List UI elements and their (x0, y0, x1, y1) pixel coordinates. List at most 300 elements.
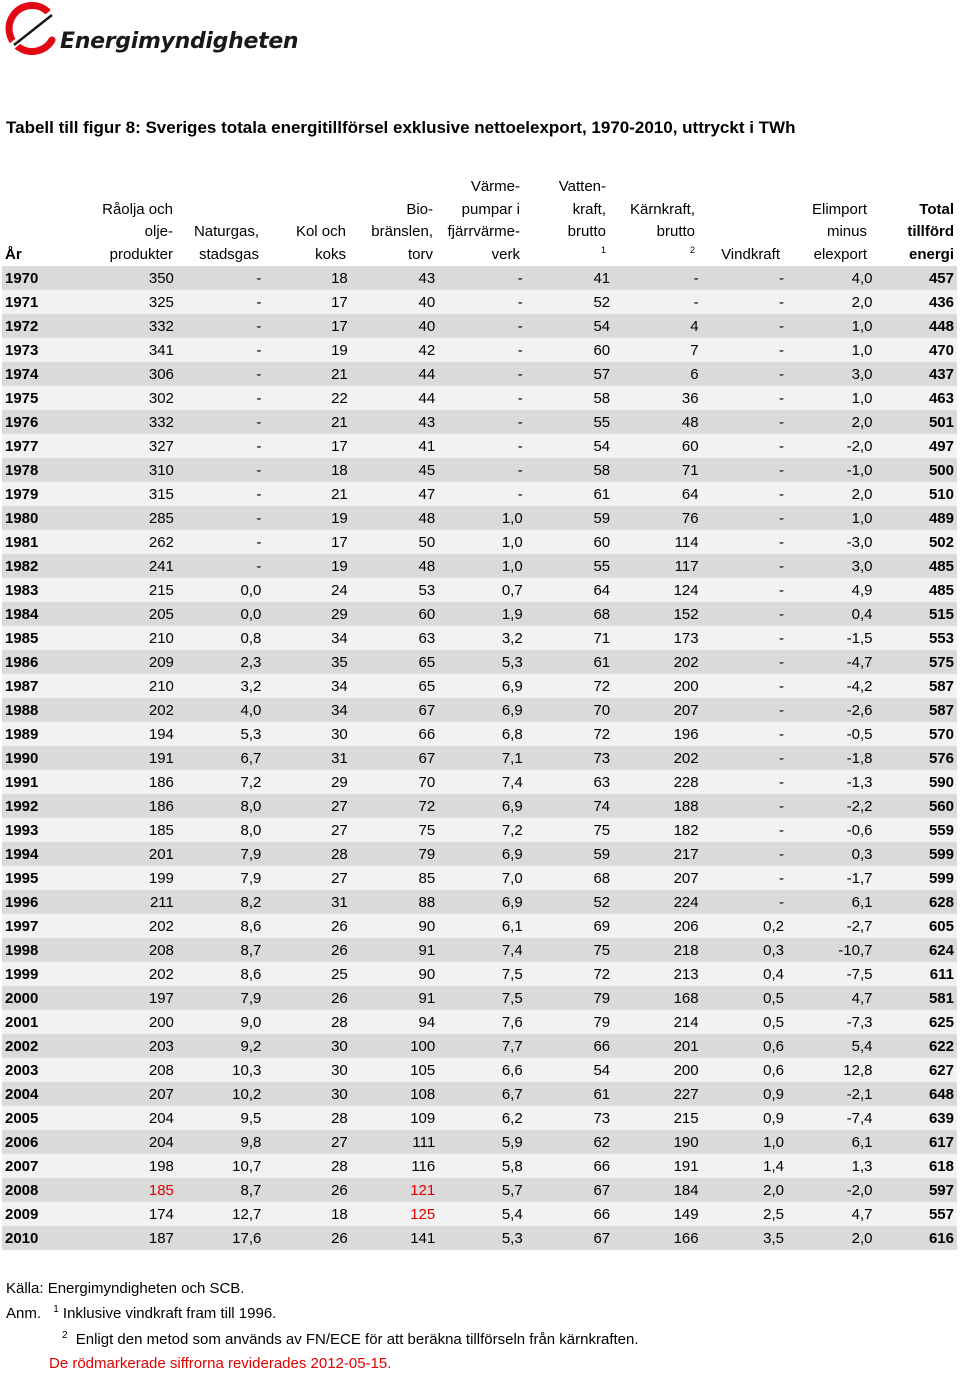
cell-year: 1978 (2, 458, 92, 482)
cell-heat-pumps: 3,2 (435, 626, 522, 650)
cell-wind: 0,4 (699, 962, 784, 986)
cell-elimport: -0,6 (784, 818, 872, 842)
cell-biofuel: 125 (348, 1202, 435, 1226)
cell-coal: 26 (261, 914, 347, 938)
cell-coal: 18 (261, 266, 347, 290)
table-row (2, 818, 957, 842)
cell-oil: 194 (92, 722, 173, 746)
cell-biofuel: 40 (348, 290, 435, 314)
cell-year: 2007 (2, 1154, 92, 1178)
cell-oil: 285 (92, 506, 173, 530)
table-row (2, 842, 957, 866)
cell-gas: - (174, 290, 261, 314)
cell-heat-pumps: 5,7 (435, 1178, 522, 1202)
cell-heat-pumps: 7,6 (435, 1010, 522, 1034)
cell-wind: - (699, 770, 784, 794)
header-wind: Vindkraft (721, 245, 780, 263)
cell-oil: 341 (92, 338, 173, 362)
cell-nuclear: 200 (610, 1058, 698, 1082)
cell-wind: 0,9 (699, 1106, 784, 1130)
cell-hydro: 71 (523, 626, 610, 650)
cell-total: 587 (872, 674, 957, 698)
cell-wind: - (699, 602, 784, 626)
footnote-2-text: Enligt den metod som används av FN/ECE för att beräkna tillförseln från kärnkraften. (75, 1331, 639, 1348)
source-note: Källa: Energimyndigheten och SCB. (6, 1280, 245, 1297)
cell-hydro: 60 (523, 530, 610, 554)
cell-year: 1973 (2, 338, 92, 362)
cell-heat-pumps: - (435, 314, 522, 338)
cell-total: 500 (872, 458, 957, 482)
cell-nuclear: 217 (610, 842, 698, 866)
cell-oil: 201 (92, 842, 173, 866)
cell-year: 1981 (2, 530, 92, 554)
cell-gas: 8,0 (174, 818, 261, 842)
cell-heat-pumps: - (435, 266, 522, 290)
cell-oil: 204 (92, 1106, 173, 1130)
cell-oil: 210 (92, 674, 173, 698)
cell-gas: - (174, 266, 261, 290)
cell-oil: 208 (92, 1058, 173, 1082)
cell-biofuel: 45 (348, 458, 435, 482)
table-row (2, 938, 957, 962)
cell-hydro: 69 (523, 914, 610, 938)
cell-biofuel: 63 (348, 626, 435, 650)
cell-elimport: 0,4 (784, 602, 872, 626)
cell-nuclear: 36 (610, 386, 698, 410)
cell-wind: - (699, 410, 784, 434)
cell-heat-pumps: 1,0 (435, 530, 522, 554)
cell-biofuel: 53 (348, 578, 435, 602)
cell-hydro: 61 (523, 482, 610, 506)
cell-wind: - (699, 698, 784, 722)
cell-total: 553 (872, 626, 957, 650)
cell-hydro: 57 (523, 362, 610, 386)
cell-oil: 204 (92, 1130, 173, 1154)
cell-total: 605 (872, 914, 957, 938)
cell-hydro: 58 (523, 458, 610, 482)
cell-year: 2004 (2, 1082, 92, 1106)
logo (2, 2, 298, 58)
cell-hydro: 67 (523, 1226, 610, 1250)
cell-oil: 202 (92, 962, 173, 986)
cell-gas: 8,6 (174, 962, 261, 986)
cell-gas: - (174, 530, 261, 554)
cell-hydro: 60 (523, 338, 610, 362)
cell-elimport: -7,5 (784, 962, 872, 986)
cell-year: 1971 (2, 290, 92, 314)
table-row (2, 290, 957, 314)
cell-heat-pumps: 6,6 (435, 1058, 522, 1082)
cell-wind: 0,6 (699, 1058, 784, 1082)
cell-year: 2010 (2, 1226, 92, 1250)
cell-gas: - (174, 338, 261, 362)
cell-gas: 8,6 (174, 914, 261, 938)
table-row (2, 338, 957, 362)
cell-total: 470 (872, 338, 957, 362)
cell-nuclear: 202 (610, 746, 698, 770)
cell-total: 559 (872, 818, 957, 842)
cell-year: 2006 (2, 1130, 92, 1154)
cell-year: 1991 (2, 770, 92, 794)
cell-nuclear: 48 (610, 410, 698, 434)
cell-hydro: 72 (523, 962, 610, 986)
cell-wind: - (699, 842, 784, 866)
table-row (2, 794, 957, 818)
cell-year: 1977 (2, 434, 92, 458)
cell-nuclear: 215 (610, 1106, 698, 1130)
cell-heat-pumps: 5,3 (435, 650, 522, 674)
cell-total: 502 (872, 530, 957, 554)
cell-gas: 12,7 (174, 1202, 261, 1226)
cell-gas: 3,2 (174, 674, 261, 698)
cell-total: 570 (872, 722, 957, 746)
cell-heat-pumps: 7,4 (435, 938, 522, 962)
cell-year: 1983 (2, 578, 92, 602)
cell-year: 1986 (2, 650, 92, 674)
cell-biofuel: 65 (348, 650, 435, 674)
cell-nuclear: 124 (610, 578, 698, 602)
cell-gas: 5,3 (174, 722, 261, 746)
cell-hydro: 58 (523, 386, 610, 410)
cell-total: 618 (872, 1154, 957, 1178)
cell-elimport: 3,0 (784, 362, 872, 386)
cell-total: 557 (872, 1202, 957, 1226)
cell-wind: - (699, 434, 784, 458)
cell-wind: 0,5 (699, 986, 784, 1010)
cell-oil: 187 (92, 1226, 173, 1250)
cell-total: 628 (872, 890, 957, 914)
cell-heat-pumps: - (435, 410, 522, 434)
table-row (2, 722, 957, 746)
cell-elimport: -1,8 (784, 746, 872, 770)
cell-heat-pumps: 7,1 (435, 746, 522, 770)
cell-hydro: 59 (523, 506, 610, 530)
cell-gas: 7,9 (174, 842, 261, 866)
cell-elimport: 2,0 (784, 410, 872, 434)
cell-wind: - (699, 650, 784, 674)
cell-hydro: 62 (523, 1130, 610, 1154)
cell-biofuel: 85 (348, 866, 435, 890)
cell-year: 1993 (2, 818, 92, 842)
cell-coal: 17 (261, 314, 347, 338)
cell-elimport: -0,5 (784, 722, 872, 746)
cell-coal: 27 (261, 1130, 347, 1154)
table-row (2, 866, 957, 890)
footnote-1-text: Inklusive vindkraft fram till 1996. (62, 1305, 277, 1322)
cell-elimport: -4,7 (784, 650, 872, 674)
cell-coal: 26 (261, 938, 347, 962)
cell-heat-pumps: 6,9 (435, 794, 522, 818)
cell-biofuel: 100 (348, 1034, 435, 1058)
table-row (2, 362, 957, 386)
cell-year: 2005 (2, 1106, 92, 1130)
cell-oil: 202 (92, 698, 173, 722)
cell-gas: 0,0 (174, 602, 261, 626)
cell-biofuel: 47 (348, 482, 435, 506)
cell-wind: 2,0 (699, 1178, 784, 1202)
table-row (2, 386, 957, 410)
cell-coal: 34 (261, 698, 347, 722)
cell-heat-pumps: 7,5 (435, 986, 522, 1010)
cell-heat-pumps: 6,9 (435, 890, 522, 914)
cell-elimport: 4,9 (784, 578, 872, 602)
cell-wind: - (699, 506, 784, 530)
cell-elimport: 2,0 (784, 482, 872, 506)
energimyndigheten-logo-icon (2, 2, 58, 58)
table-row (2, 1010, 957, 1034)
cell-oil: 197 (92, 986, 173, 1010)
cell-heat-pumps: 5,9 (435, 1130, 522, 1154)
cell-hydro: 79 (523, 1010, 610, 1034)
cell-coal: 34 (261, 626, 347, 650)
cell-gas: 17,6 (174, 1226, 261, 1250)
table-row (2, 626, 957, 650)
cell-biofuel: 75 (348, 818, 435, 842)
cell-coal: 30 (261, 1034, 347, 1058)
cell-nuclear: 206 (610, 914, 698, 938)
cell-hydro: 54 (523, 434, 610, 458)
note2-marker: 2 (689, 244, 695, 255)
cell-heat-pumps: 6,9 (435, 698, 522, 722)
cell-elimport: -2,0 (784, 1178, 872, 1202)
cell-wind: - (699, 890, 784, 914)
cell-wind: - (699, 578, 784, 602)
cell-gas: - (174, 434, 261, 458)
cell-total: 597 (872, 1178, 957, 1202)
table-row (2, 746, 957, 770)
table-row (2, 1178, 957, 1202)
cell-hydro: 61 (523, 650, 610, 674)
table-row (2, 1202, 957, 1226)
cell-heat-pumps: - (435, 290, 522, 314)
cell-gas: 7,9 (174, 866, 261, 890)
table-row (2, 890, 957, 914)
cell-elimport: -10,7 (784, 938, 872, 962)
cell-heat-pumps: - (435, 386, 522, 410)
footnote-1 (6, 1305, 276, 1322)
cell-biofuel: 105 (348, 1058, 435, 1082)
cell-oil: 350 (92, 266, 173, 290)
cell-oil: 202 (92, 914, 173, 938)
cell-year: 2003 (2, 1058, 92, 1082)
footnote-1-marker: 1 (53, 1304, 59, 1315)
header-gas: Naturgas, stadsgas (193, 223, 259, 263)
cell-oil: 185 (92, 1178, 173, 1202)
cell-elimport: 1,0 (784, 314, 872, 338)
cell-elimport: 4,7 (784, 986, 872, 1010)
cell-nuclear: 200 (610, 674, 698, 698)
cell-coal: 18 (261, 458, 347, 482)
cell-gas: 0,0 (174, 578, 261, 602)
cell-gas: 8,2 (174, 890, 261, 914)
cell-heat-pumps: 6,9 (435, 674, 522, 698)
cell-year: 1998 (2, 938, 92, 962)
cell-gas: - (174, 482, 261, 506)
cell-heat-pumps: 5,8 (435, 1154, 522, 1178)
header-coal: Kol och koks (295, 223, 346, 263)
cell-coal: 19 (261, 338, 347, 362)
cell-heat-pumps: 1,0 (435, 506, 522, 530)
cell-year: 1984 (2, 602, 92, 626)
cell-biofuel: 50 (348, 530, 435, 554)
cell-heat-pumps: 7,0 (435, 866, 522, 890)
table-row (2, 650, 957, 674)
cell-hydro: 73 (523, 746, 610, 770)
cell-nuclear: 6 (610, 362, 698, 386)
cell-nuclear: 207 (610, 698, 698, 722)
cell-oil: 211 (92, 890, 173, 914)
cell-hydro: 72 (523, 722, 610, 746)
cell-nuclear: 201 (610, 1034, 698, 1058)
cell-total: 510 (872, 482, 957, 506)
cell-wind: 0,2 (699, 914, 784, 938)
energy-supply-table (2, 266, 957, 1250)
cell-year: 1992 (2, 794, 92, 818)
cell-coal: 17 (261, 434, 347, 458)
table-row (2, 458, 957, 482)
table-row (2, 530, 957, 554)
cell-biofuel: 70 (348, 770, 435, 794)
cell-coal: 28 (261, 1010, 347, 1034)
cell-total: 624 (872, 938, 957, 962)
cell-coal: 28 (261, 842, 347, 866)
cell-elimport: -1,5 (784, 626, 872, 650)
cell-nuclear: 214 (610, 1010, 698, 1034)
cell-biofuel: 91 (348, 938, 435, 962)
cell-nuclear: 227 (610, 1082, 698, 1106)
cell-oil: 215 (92, 578, 173, 602)
cell-hydro: 74 (523, 794, 610, 818)
cell-heat-pumps: 6,7 (435, 1082, 522, 1106)
cell-heat-pumps: 5,4 (435, 1202, 522, 1226)
cell-biofuel: 88 (348, 890, 435, 914)
cell-oil: 185 (92, 818, 173, 842)
cell-hydro: 75 (523, 818, 610, 842)
cell-oil: 241 (92, 554, 173, 578)
table-row (2, 602, 957, 626)
cell-year: 2000 (2, 986, 92, 1010)
cell-total: 611 (872, 962, 957, 986)
cell-nuclear: 60 (610, 434, 698, 458)
cell-biofuel: 67 (348, 698, 435, 722)
cell-wind: - (699, 554, 784, 578)
cell-elimport: -4,2 (784, 674, 872, 698)
cell-biofuel: 109 (348, 1106, 435, 1130)
cell-wind: - (699, 482, 784, 506)
cell-heat-pumps: 1,0 (435, 554, 522, 578)
cell-wind: - (699, 746, 784, 770)
cell-hydro: 55 (523, 410, 610, 434)
cell-coal: 31 (261, 746, 347, 770)
revised-note: De rödmarkerade siffrorna reviderades 2012-05-15. (49, 1355, 392, 1372)
cell-biofuel: 116 (348, 1154, 435, 1178)
cell-hydro: 52 (523, 890, 610, 914)
cell-wind: - (699, 626, 784, 650)
cell-elimport: -2,2 (784, 794, 872, 818)
cell-coal: 25 (261, 962, 347, 986)
cell-wind: - (699, 530, 784, 554)
cell-elimport: 6,1 (784, 1130, 872, 1154)
cell-oil: 199 (92, 866, 173, 890)
cell-total: 599 (872, 842, 957, 866)
cell-heat-pumps: 0,7 (435, 578, 522, 602)
cell-hydro: 66 (523, 1154, 610, 1178)
cell-biofuel: 91 (348, 986, 435, 1010)
cell-oil: 186 (92, 770, 173, 794)
cell-elimport: 6,1 (784, 890, 872, 914)
cell-wind: 1,4 (699, 1154, 784, 1178)
cell-gas: - (174, 386, 261, 410)
cell-coal: 17 (261, 290, 347, 314)
cell-coal: 30 (261, 1082, 347, 1106)
cell-hydro: 68 (523, 602, 610, 626)
cell-elimport: -2,7 (784, 914, 872, 938)
cell-biofuel: 40 (348, 314, 435, 338)
cell-coal: 27 (261, 866, 347, 890)
cell-hydro: 41 (523, 266, 610, 290)
cell-year: 1994 (2, 842, 92, 866)
cell-year: 1979 (2, 482, 92, 506)
cell-wind: - (699, 314, 784, 338)
cell-coal: 21 (261, 410, 347, 434)
cell-oil: 174 (92, 1202, 173, 1226)
cell-heat-pumps: 7,5 (435, 962, 522, 986)
cell-total: 648 (872, 1082, 957, 1106)
cell-gas: - (174, 314, 261, 338)
cell-biofuel: 44 (348, 386, 435, 410)
cell-elimport: 1,0 (784, 386, 872, 410)
cell-total: 581 (872, 986, 957, 1010)
cell-nuclear: 114 (610, 530, 698, 554)
cell-heat-pumps: - (435, 338, 522, 362)
cell-wind: - (699, 266, 784, 290)
cell-elimport: 4,0 (784, 266, 872, 290)
cell-year: 1989 (2, 722, 92, 746)
cell-total: 489 (872, 506, 957, 530)
cell-nuclear: 64 (610, 482, 698, 506)
cell-hydro: 79 (523, 986, 610, 1010)
cell-heat-pumps: 5,3 (435, 1226, 522, 1250)
cell-wind: 0,5 (699, 1010, 784, 1034)
cell-elimport: -3,0 (784, 530, 872, 554)
cell-year: 1980 (2, 506, 92, 530)
cell-heat-pumps: 1,9 (435, 602, 522, 626)
cell-gas: 9,0 (174, 1010, 261, 1034)
cell-gas: 10,3 (174, 1058, 261, 1082)
cell-hydro: 67 (523, 1178, 610, 1202)
cell-oil: 191 (92, 746, 173, 770)
cell-biofuel: 42 (348, 338, 435, 362)
cell-heat-pumps: 6,1 (435, 914, 522, 938)
cell-oil: 310 (92, 458, 173, 482)
cell-oil: 210 (92, 626, 173, 650)
cell-gas: - (174, 410, 261, 434)
cell-coal: 26 (261, 986, 347, 1010)
cell-biofuel: 108 (348, 1082, 435, 1106)
cell-nuclear: 152 (610, 602, 698, 626)
cell-nuclear: 173 (610, 626, 698, 650)
cell-gas: 8,7 (174, 1178, 261, 1202)
cell-year: 1972 (2, 314, 92, 338)
cell-biofuel: 48 (348, 554, 435, 578)
cell-heat-pumps: - (435, 458, 522, 482)
cell-wind: 0,3 (699, 938, 784, 962)
cell-nuclear: 166 (610, 1226, 698, 1250)
cell-wind: 0,6 (699, 1034, 784, 1058)
cell-biofuel: 67 (348, 746, 435, 770)
cell-elimport: -7,4 (784, 1106, 872, 1130)
cell-gas: 0,8 (174, 626, 261, 650)
